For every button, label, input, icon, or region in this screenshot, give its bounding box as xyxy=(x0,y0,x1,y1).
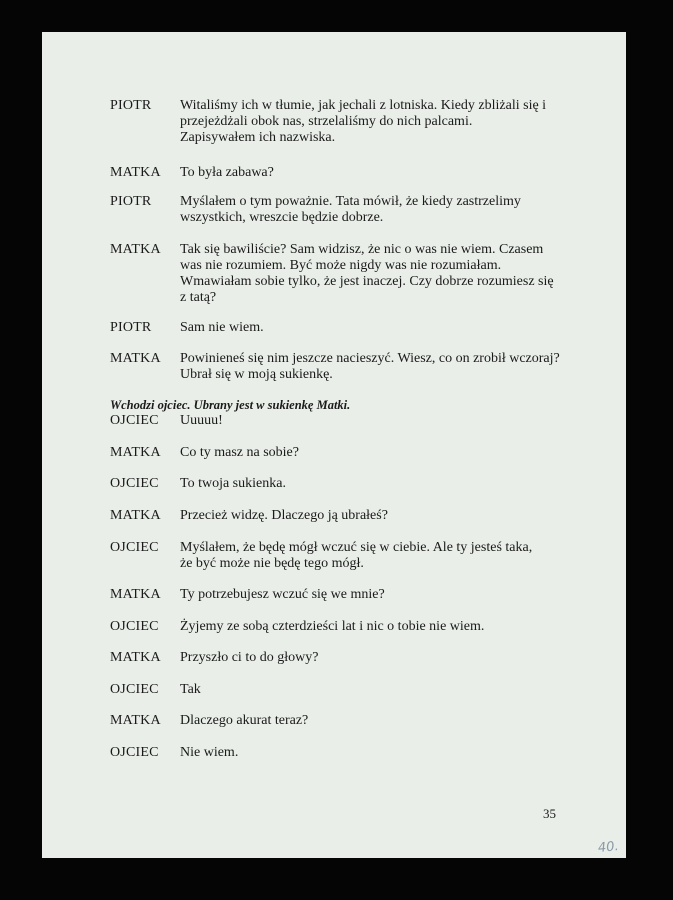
speaker-name: PIOTR xyxy=(110,320,152,335)
dialogue-text: Przyszło ci to do głowy? xyxy=(180,650,319,665)
dialogue-text: Ty potrzebujesz wczuć się we mnie? xyxy=(180,587,385,602)
page-number: 35 xyxy=(543,806,556,821)
speaker-name: MATKA xyxy=(110,445,161,460)
speaker-name: MATKA xyxy=(110,165,161,180)
dialogue-text: Myślałem o tym poważnie. Tata mówił, że kiedy zastrzelimy wszystkich, wreszcie będzie dobrze. xyxy=(180,194,521,225)
dialogue-text: Żyjemy ze sobą czterdzieści lat i nic o tobie nie wiem. xyxy=(180,619,485,634)
dialogue-text: Tak się bawiliście? Sam widzisz, że nic o was nie wiem. Czasem was nie rozumiem. Być może nigdy was nie rozumiałam. Wmawiałam sobie tylko, że jest inaczej. Czy dobrze rozumiesz się z tatą? xyxy=(180,242,554,305)
script-page xyxy=(42,32,626,858)
speaker-name: PIOTR xyxy=(110,194,152,209)
dialogue-text: Dlaczego akurat teraz? xyxy=(180,713,309,728)
speaker-name: OJCIEC xyxy=(110,476,159,491)
dialogue-text: Powinieneś się nim jeszcze nacieszyć. Wiesz, co on zrobił wczoraj? Ubrał się w moją sukienkę. xyxy=(180,351,560,382)
speaker-name: PIOTR xyxy=(110,98,152,113)
speaker-name: MATKA xyxy=(110,351,161,366)
dialogue-text: Witaliśmy ich w tłumie, jak jechali z lotniska. Kiedy zbliżali się i przejeżdżali obok nas, strzelaliśmy do nich palcami. Zapisywałem ich nazwiska. xyxy=(180,98,547,145)
speaker-name: OJCIEC xyxy=(110,682,159,697)
speaker-name: OJCIEC xyxy=(110,540,159,555)
speaker-name: MATKA xyxy=(110,713,161,728)
dialogue-text: Tak xyxy=(180,682,201,697)
speaker-name: OJCIEC xyxy=(110,745,159,760)
speaker-name: OJCIEC xyxy=(110,413,159,428)
dialogue-text: To była zabawa? xyxy=(180,165,274,180)
dialogue-text: Sam nie wiem. xyxy=(180,320,264,335)
speaker-name: MATKA xyxy=(110,650,161,665)
speaker-name: MATKA xyxy=(110,508,161,523)
speaker-name: MATKA xyxy=(110,587,161,602)
dialogue-text: Co ty masz na sobie? xyxy=(180,445,299,460)
dialogue-text: Nie wiem. xyxy=(180,745,239,760)
dialogue-text: Przecież widzę. Dlaczego ją ubrałeś? xyxy=(180,508,388,523)
dialogue-text: To twoja sukienka. xyxy=(180,476,286,491)
speaker-name: OJCIEC xyxy=(110,619,159,634)
dialogue-text: Myślałem, że będę mógł wczuć się w ciebie. Ale ty jesteś taka, że być może nie będę tego mógł. xyxy=(180,540,533,571)
speaker-name: MATKA xyxy=(110,242,161,257)
pencil-mark: 40. xyxy=(597,838,620,857)
stage-direction: Wchodzi ojciec. Ubrany jest w sukienkę Matki. xyxy=(110,398,351,412)
dialogue-text: Uuuuu! xyxy=(180,413,223,428)
